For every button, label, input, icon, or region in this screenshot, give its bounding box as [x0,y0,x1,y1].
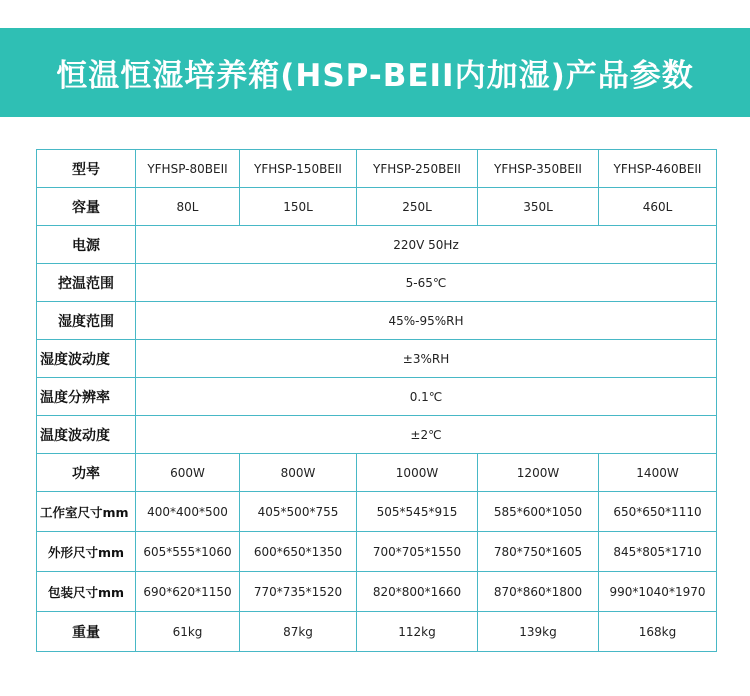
table-row-humidity-range [37,302,717,340]
table-row-temp-fluctuation [37,416,717,454]
weight-cell: 139kg [478,612,599,652]
capacity-cell: 150L [240,188,357,226]
outer-size-cell: 780*750*1605 [478,532,599,572]
outer-size-cell: 845*805*1710 [599,532,717,572]
row-label-humidity-fluctuation: 湿度波动度 [37,340,136,378]
package-size-cell: 870*860*1800 [478,572,599,612]
capacity-cell: 350L [478,188,599,226]
power-supply-cell: 220V 50Hz [136,226,717,264]
capacity-cell: 80L [136,188,240,226]
row-label-power: 功率 [37,454,136,492]
model-cell: YFHSP-350BEII [478,150,599,188]
table-row-package-size [37,572,717,612]
power-cell: 800W [240,454,357,492]
table-row-temp-range [37,264,717,302]
power-cell: 1200W [478,454,599,492]
outer-size-cell: 600*650*1350 [240,532,357,572]
row-label-outer-size: 外形尺寸mm [37,532,136,572]
title-banner [0,28,750,117]
table-row-model [37,150,717,188]
weight-cell: 87kg [240,612,357,652]
model-cell: YFHSP-250BEII [357,150,478,188]
capacity-cell: 460L [599,188,717,226]
temp-fluctuation-cell: ±2℃ [136,416,717,454]
outer-size-cell: 605*555*1060 [136,532,240,572]
model-cell: YFHSP-150BEII [240,150,357,188]
table-row-weight [37,612,717,652]
package-size-cell: 820*800*1660 [357,572,478,612]
chamber-size-cell: 505*545*915 [357,492,478,532]
table-row-capacity [37,188,717,226]
package-size-cell: 990*1040*1970 [599,572,717,612]
temp-resolution-cell: 0.1℃ [136,378,717,416]
humidity-range-cell: 45%-95%RH [136,302,717,340]
row-label-temp-range: 控温范围 [37,264,136,302]
row-label-temp-resolution: 温度分辨率 [37,378,136,416]
row-label-model: 型号 [37,150,136,188]
row-label-chamber-size: 工作室尺寸mm [37,492,136,532]
table-row-power [37,454,717,492]
package-size-cell: 690*620*1150 [136,572,240,612]
power-cell: 1400W [599,454,717,492]
chamber-size-cell: 650*650*1110 [599,492,717,532]
table-row-temp-resolution [37,378,717,416]
chamber-size-cell: 400*400*500 [136,492,240,532]
chamber-size-cell: 585*600*1050 [478,492,599,532]
row-label-power-supply: 电源 [37,226,136,264]
model-cell: YFHSP-460BEII [599,150,717,188]
outer-size-cell: 700*705*1550 [357,532,478,572]
row-label-temp-fluctuation: 温度波动度 [37,416,136,454]
package-size-cell: 770*735*1520 [240,572,357,612]
weight-cell: 112kg [357,612,478,652]
weight-cell: 168kg [599,612,717,652]
row-label-weight: 重量 [37,612,136,652]
weight-cell: 61kg [136,612,240,652]
humidity-fluctuation-cell: ±3%RH [136,340,717,378]
table-row-chamber-size [37,492,717,532]
model-cell: YFHSP-80BEII [136,150,240,188]
row-label-package-size: 包装尺寸mm [37,572,136,612]
power-cell: 600W [136,454,240,492]
table-row-outer-size [37,532,717,572]
row-label-capacity: 容量 [37,188,136,226]
temp-range-cell: 5-65℃ [136,264,717,302]
row-label-humidity-range: 湿度范围 [37,302,136,340]
table-row-power-supply [37,226,717,264]
page-title: 恒温恒湿培养箱(HSP-BEII内加湿)产品参数 [56,58,694,94]
chamber-size-cell: 405*500*755 [240,492,357,532]
table-row-humidity-fluctuation [37,340,717,378]
spec-table [36,149,717,652]
power-cell: 1000W [357,454,478,492]
capacity-cell: 250L [357,188,478,226]
